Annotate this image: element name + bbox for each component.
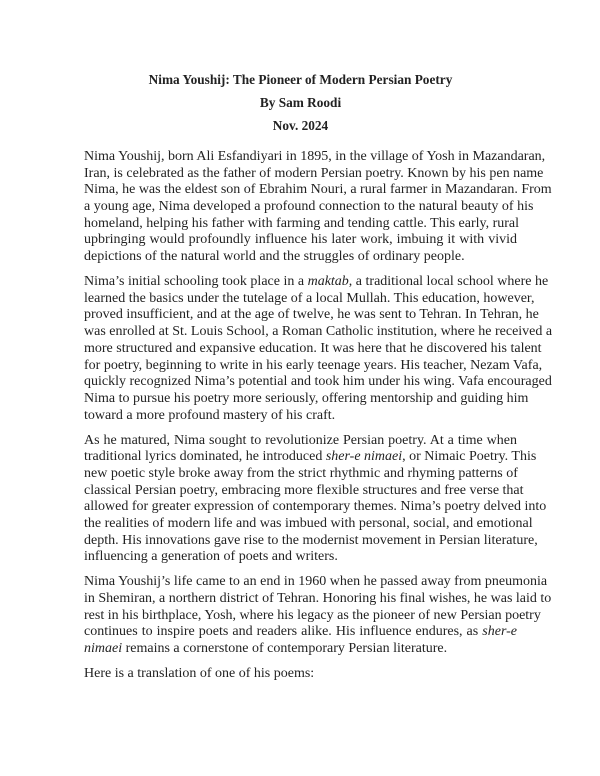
text-line: [84, 466, 517, 483]
text-span: Nima Youshij, born Ali Esfandiyari in 1895, in the village of Yosh in Mazandaran,: [84, 149, 546, 164]
text-span: continues to inspire poets and readers alike. His influence endures, as: [84, 624, 483, 640]
italic-term: sher-e nimaei: [325, 449, 403, 465]
text-span: more structured and expansive education. It was here that he discovered his talent: [84, 340, 542, 356]
document-page: [84, 68, 553, 691]
text-span: learned the basics under the tutelage of a local Mullah. This education, however,: [84, 290, 535, 306]
text-line: [84, 449, 537, 466]
text-line: [84, 482, 524, 500]
text-span: traditional lyrics dominated, he introduced: [84, 449, 326, 465]
text-span: depth. His innovations gave rise to the modernist movement in Persian literature,: [84, 532, 538, 548]
text-line: [84, 591, 552, 608]
text-line: [84, 433, 517, 450]
text-span: proved insufficient, and at the age of twelve, he was sent to Tehran. In Tehran, he: [84, 307, 539, 323]
text-span: Here is a translation of one of his poems:: [84, 666, 315, 682]
italic-term: maktab: [307, 274, 349, 290]
text-span: a young age, Nima developed a profound connection to the natural beauty of his: [84, 199, 534, 215]
text-line: [84, 374, 552, 391]
text-span: remains a cornerstone of contemporary Persian literature.: [122, 641, 448, 657]
text-span: Nima, he was the eldest son of Ebrahim Nouri, a rural farmer in Mazandaran. From: [84, 182, 552, 198]
text-line: [84, 199, 534, 216]
paragraph: [84, 432, 547, 567]
italic-term: nimaei: [84, 641, 123, 657]
text-span: in Shemiran, a northern district of Tehran. Honoring his final wishes, he was laid to: [84, 591, 552, 607]
text-span: classical Persian poetry, embracing more flexible structures and free verse that: [84, 482, 524, 498]
text-line: [84, 390, 529, 408]
paragraph: [84, 274, 553, 424]
text-line: [84, 249, 517, 266]
text-span: for poetry, beginning to write in his early teenage years. His teacher, Nezam Vafa,: [84, 357, 543, 373]
text-line: [84, 165, 544, 183]
text-line: [84, 149, 546, 166]
text-span: was enrolled at St. Louis School, a Roman Catholic institution, where he received a: [84, 324, 553, 340]
text-line: [84, 607, 541, 625]
text-span: the realities of modern life and was imbued with personal, social, and emotional: [84, 516, 533, 532]
text-line: [84, 232, 517, 249]
text-line: [84, 215, 520, 233]
text-line: [84, 532, 538, 550]
text-span: Nima to pursue his poetry more seriously, offering mentorship and guiding him: [84, 390, 529, 406]
text-span: , a traditional local school where he: [348, 274, 549, 290]
text-span: Nima Youshij’s life came to an end in 1960 when he passed away from pneumonia: [84, 574, 548, 590]
text-line: [84, 324, 553, 341]
text-line: [84, 641, 517, 658]
text-span: allowed for greater expression of contemporary themes. Nima’s poetry delved into: [84, 499, 547, 515]
text-line: [84, 666, 517, 683]
text-span: rest in his birthplace, Yosh, where his legacy as the pioneer of new Persian poetry: [84, 607, 541, 623]
paragraph: [84, 574, 552, 657]
text-span: Iran, is celebrated as the father of modern Persian poetry. Known by his pen name: [84, 165, 544, 181]
text-line: [84, 290, 535, 308]
text-span: new poetic style broke away from the strict rhythmic and rhyming patterns of: [84, 465, 518, 481]
text-line: [84, 408, 517, 425]
text-span: quickly recognized Nima’s potential and took him under his wing. Vafa encouraged: [84, 374, 552, 390]
byline: By Sam Roodi: [259, 95, 342, 110]
paragraph: [84, 666, 517, 683]
text-span: , or Nimaic Poetry. This: [402, 449, 537, 465]
text-line: [84, 357, 543, 375]
text-span: As he matured, Nima sought to revolutionize Persian poetry. At a time when: [84, 432, 517, 448]
text-line: [84, 274, 549, 291]
text-span: upbringing would profoundly influence his later work, imbuing it with vivid: [84, 232, 517, 248]
text-line: [84, 499, 547, 516]
document-title: Nima Youshij: The Pioneer of Modern Persian Poetry: [148, 72, 453, 87]
text-span: Nima’s initial schooling took place in a: [84, 274, 308, 290]
text-span: toward a more profound mastery of his craft.: [84, 407, 336, 423]
text-line: [84, 340, 542, 358]
date: Nov. 2024: [272, 118, 329, 133]
document-body: [84, 149, 553, 683]
text-line: [84, 549, 517, 566]
text-line: [84, 624, 517, 641]
text-line: [84, 574, 548, 591]
text-line: [84, 516, 533, 533]
italic-term: sher-e: [482, 624, 517, 640]
text-span: homeland, helping his father with farming and tending cattle. This early, rural: [84, 215, 520, 231]
text-span: influencing a generation of poets and writers.: [84, 549, 338, 565]
paragraph: [84, 149, 552, 266]
text-line: [84, 307, 539, 324]
text-span: depictions of the natural world and the struggles of ordinary people.: [84, 249, 465, 265]
text-line: [84, 182, 552, 199]
